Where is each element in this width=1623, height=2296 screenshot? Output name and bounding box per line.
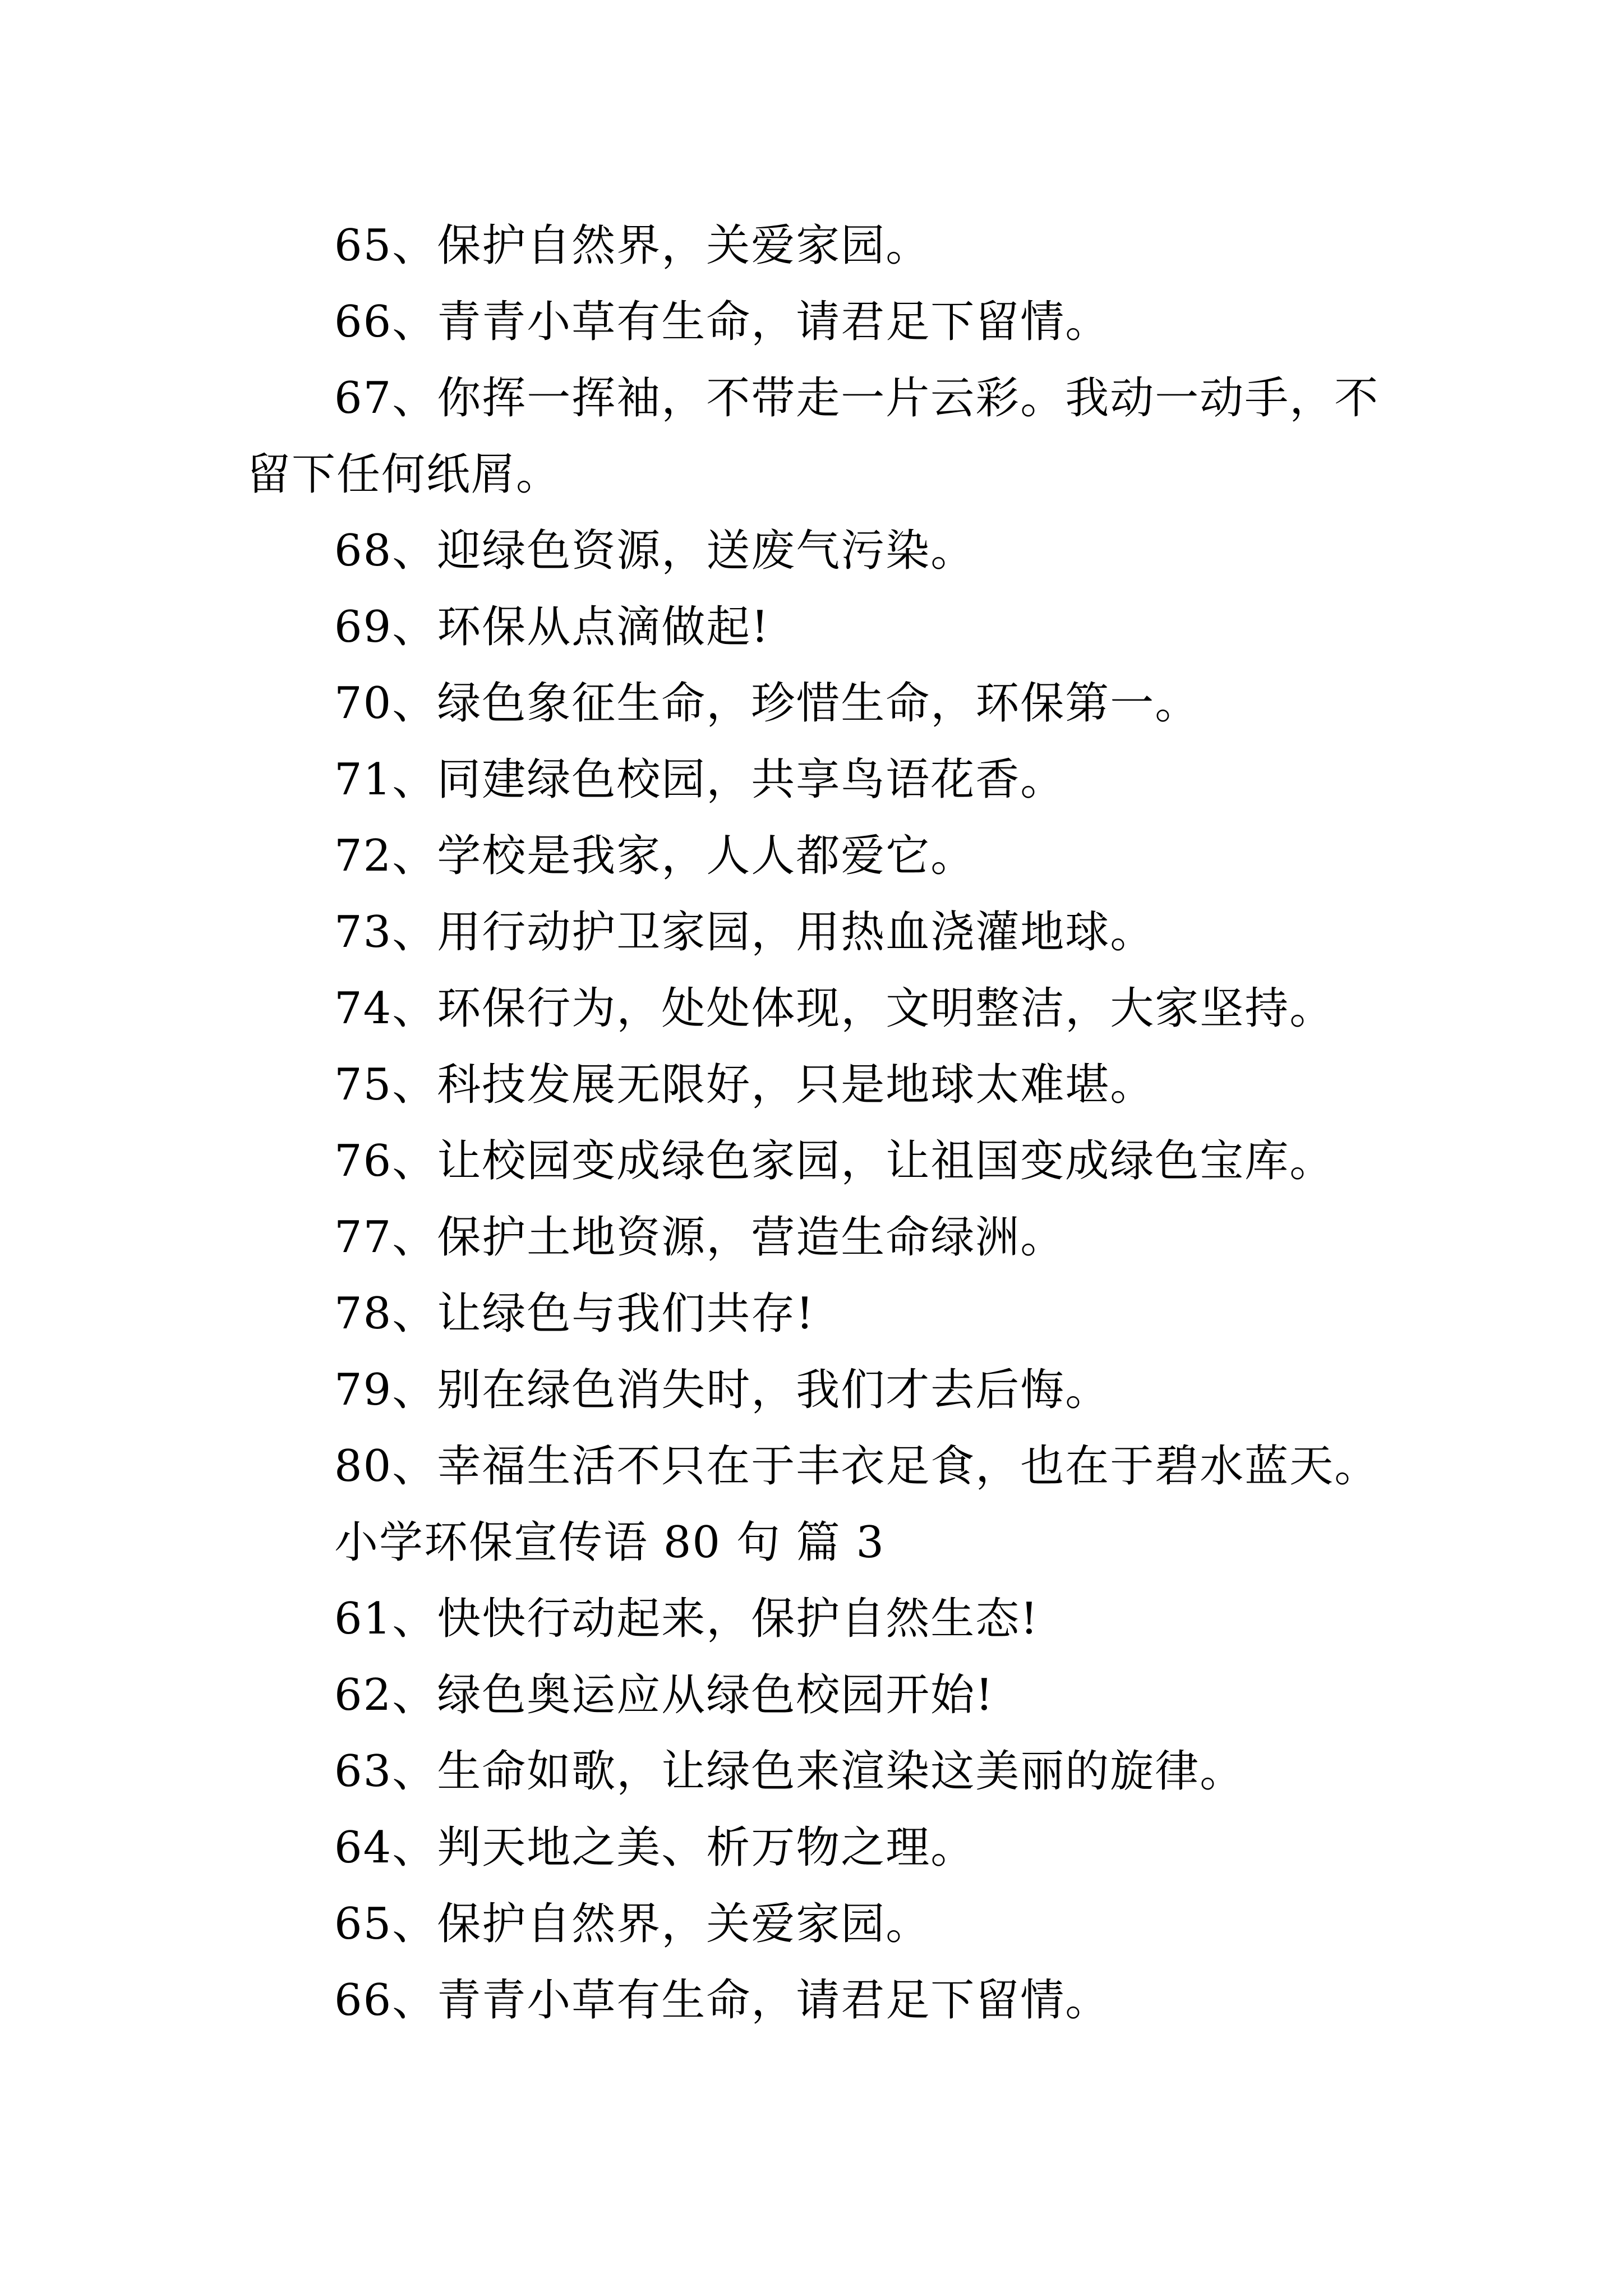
slogan-71: 71、同建绿色校园，共享鸟语花香。 [334,754,1066,805]
slogan-64: 64、判天地之美、析万物之理。 [334,1823,976,1873]
slogan-67: 67、你挥一挥袖，不带走一片云彩。我动一动手，不留下任何纸屑。 [247,373,1380,500]
slogan-78: 78、让绿色与我们共存! [334,1289,815,1339]
slogan-75: 75、科技发展无限好，只是地球太难堪。 [334,1060,1155,1110]
slogan-72: 72、学校是我家，人人都爱它。 [334,831,976,881]
slogan-65-repeat: 65、保护自然界，关爱家园。 [334,1899,931,1949]
slogan-73: 73、用行动护卫家园，用热血浇灌地球。 [334,907,1155,958]
slogan-68: 68、迎绿色资源，送废气污染。 [334,526,976,576]
slogan-61: 61、快快行动起来，保护自然生态! [334,1594,1039,1644]
slogan-77: 77、保护土地资源，营造生命绿洲。 [334,1212,1066,1263]
slogan-69: 69、环保从点滴做起! [334,602,770,652]
slogan-66-repeat: 66、青青小草有生命，请君足下留情。 [334,1975,1110,2026]
document-body [247,208,1385,2039]
slogan-70: 70、绿色象征生命，珍惜生命，环保第一。 [334,678,1200,729]
slogan-62: 62、绿色奥运应从绿色校园开始! [334,1670,994,1720]
slogan-63: 63、生命如歌，让绿色来渲染这美丽的旋律。 [334,1746,1245,1797]
slogan-66: 66、青青小草有生命，请君足下留情。 [334,297,1110,347]
slogan-74: 74、环保行为，处处体现，文明整洁，大家坚持。 [334,983,1335,1034]
slogan-79: 79、别在绿色消失时，我们才去后悔。 [334,1365,1110,1415]
slogan-76: 76、让校园变成绿色家园，让祖国变成绿色宝库。 [334,1136,1335,1186]
section-heading: 小学环保宣传语 80 句 篇 3 [334,1517,886,1568]
slogan-65: 65、保护自然界，关爱家园。 [334,220,931,271]
slogan-80: 80、幸福生活不只在于丰衣足食，也在于碧水蓝天。 [334,1441,1380,1492]
